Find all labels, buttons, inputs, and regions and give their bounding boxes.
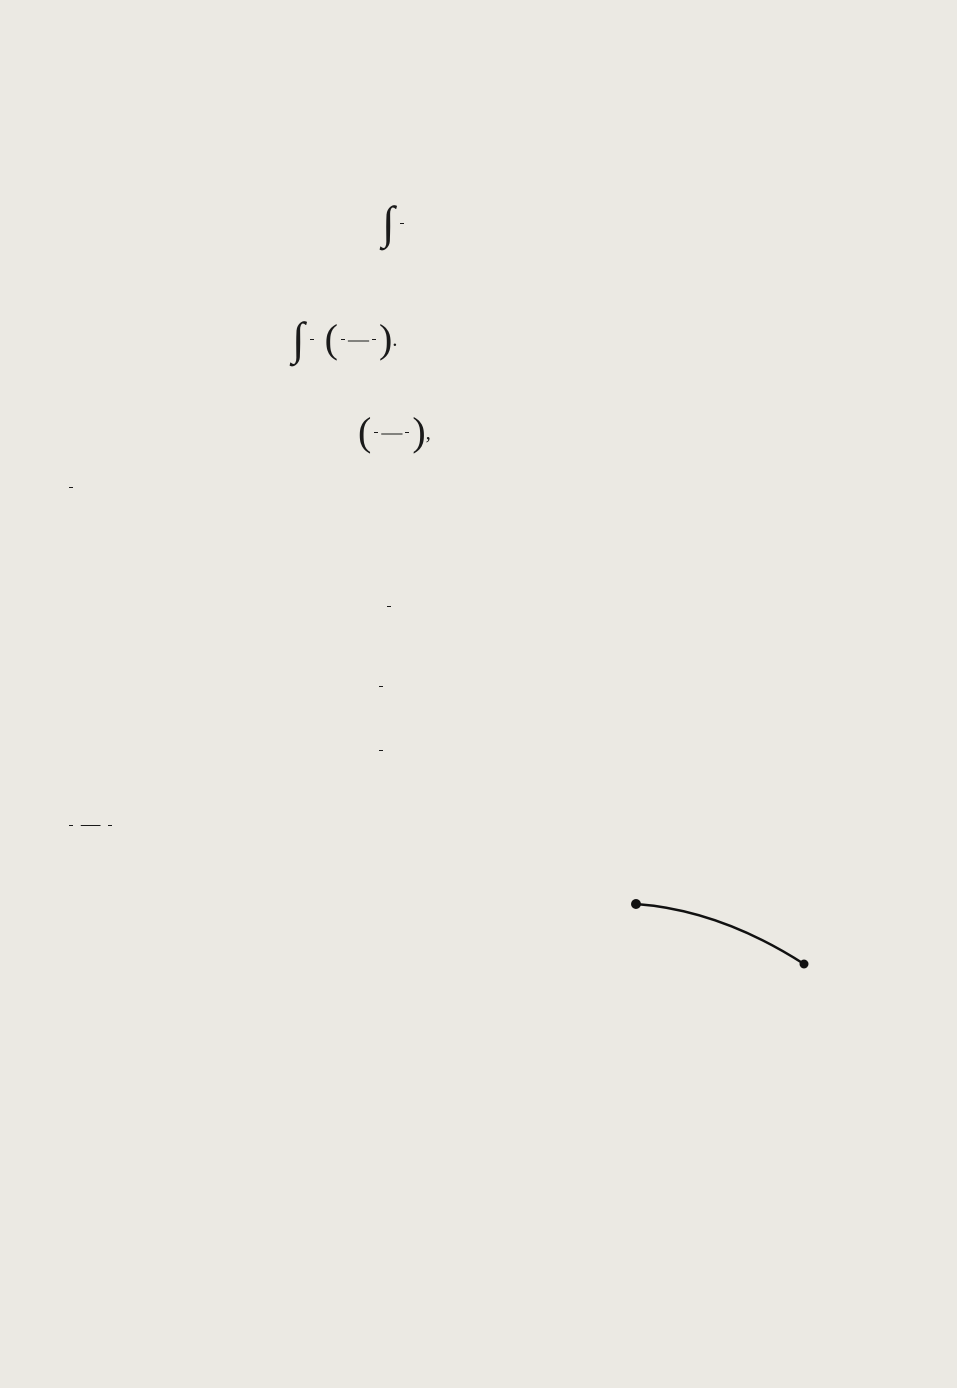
eqb-f1-den <box>310 339 314 340</box>
para8-fraction-2 <box>108 825 112 826</box>
eq4-fraction-1 <box>374 432 378 433</box>
eq3-integral: ∫ <box>382 197 395 248</box>
eqb-fraction-2 <box>341 339 345 340</box>
v2-fraction <box>379 750 383 751</box>
para8-fraction-1 <box>69 825 73 826</box>
para4-fraction <box>69 487 73 488</box>
v1-den <box>379 686 383 687</box>
v1-fraction <box>379 686 383 687</box>
end-point-dot <box>800 960 809 969</box>
eq4-f2-den <box>405 432 409 433</box>
v2-den <box>379 750 383 751</box>
equation-4: ( — ) , <box>358 409 431 454</box>
path-curve <box>636 904 804 964</box>
eqb-f3-den <box>372 339 376 340</box>
eq4-f1-den <box>374 432 378 433</box>
eqb-f2-den <box>341 339 345 340</box>
eqb-fraction-3 <box>372 339 376 340</box>
paragraph-8: — <box>66 808 818 842</box>
eq5-fraction <box>387 606 391 607</box>
eq3-fraction <box>400 223 404 224</box>
para8-f2-den <box>108 825 112 826</box>
para4-f-den <box>69 487 73 488</box>
para8-f1-den <box>69 825 73 826</box>
eqb-fraction-1 <box>310 339 314 340</box>
equation-v2 <box>376 750 386 751</box>
eq3-denominator <box>400 223 404 224</box>
equation-3 <box>380 197 407 248</box>
equation-v1 <box>376 686 386 687</box>
charge-q0-dot <box>631 899 641 909</box>
figure-34 <box>600 870 820 1040</box>
eq5-den <box>387 606 391 607</box>
eq4-fraction-2 <box>405 432 409 433</box>
equation-5 <box>384 606 394 607</box>
equation-integral-result: ∫ ( — ) . <box>292 313 398 364</box>
paragraph-4 <box>66 470 818 503</box>
eqb-integral: ∫ <box>292 313 305 364</box>
